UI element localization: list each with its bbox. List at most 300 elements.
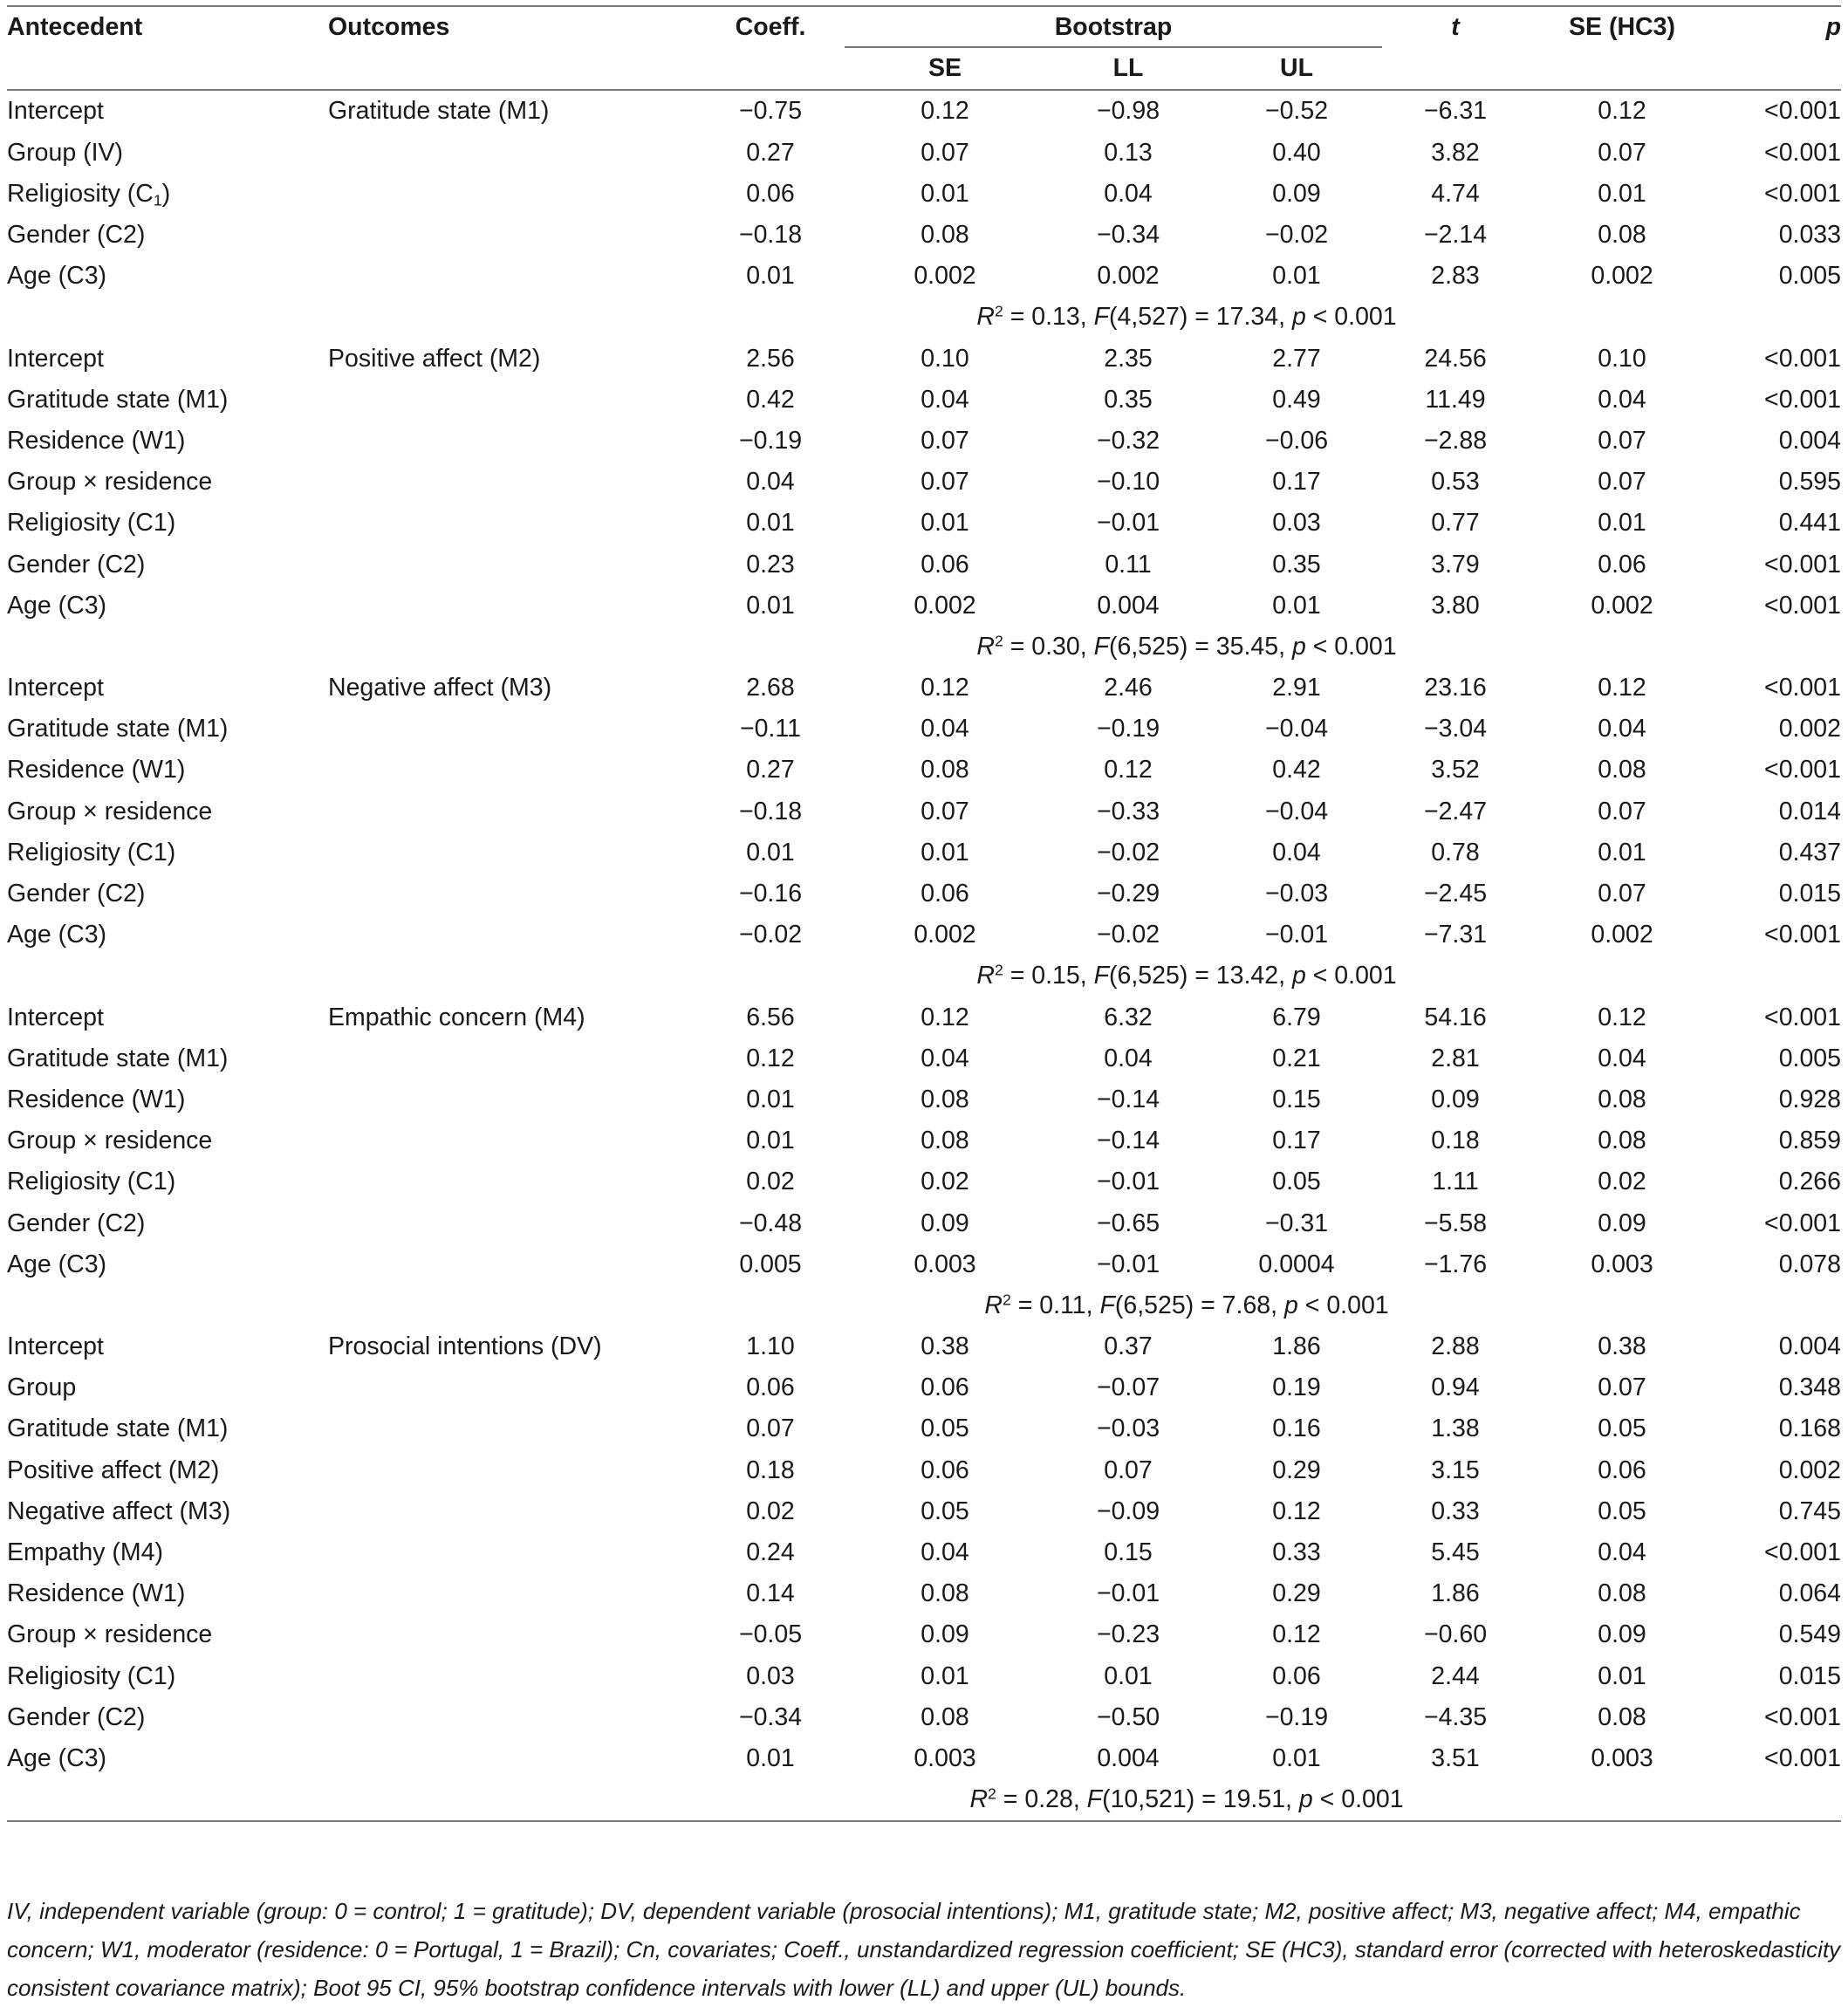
t-cell: 3.52: [1431, 756, 1480, 784]
t-cell: −2.45: [1423, 880, 1488, 908]
boot-ll-cell: 0.37: [1104, 1332, 1153, 1361]
p-cell: 0.002: [1778, 715, 1842, 743]
outcome-cell: [328, 1161, 644, 1202]
header-outcomes: Outcomes: [328, 6, 644, 48]
boot-ul-cell: 0.29: [1272, 1579, 1321, 1608]
boot-ll-cell: 0.002: [1097, 262, 1160, 291]
p-cell: <0.001: [1764, 756, 1842, 784]
t-cell: 11.49: [1425, 385, 1486, 414]
t-cell: −2.88: [1423, 426, 1488, 455]
boot-se-cell: 0.06: [921, 550, 969, 579]
regression-table: [7, 5, 1841, 1822]
se-hc3-cell: 0.12: [1598, 1003, 1646, 1031]
p-cell: <0.001: [1764, 385, 1842, 414]
se-hc3-cell: 0.12: [1598, 97, 1646, 126]
p-cell: 0.015: [1778, 1661, 1842, 1690]
outcome-cell: Positive affect (M2): [328, 344, 541, 373]
p-cell: <0.001: [1764, 1743, 1842, 1772]
boot-ul-cell: −0.52: [1264, 97, 1329, 126]
boot-se-cell: 0.06: [921, 880, 969, 908]
boot-se-cell: 0.06: [921, 1373, 969, 1402]
se-hc3-cell: 0.07: [1598, 138, 1646, 167]
coeff-cell: 0.01: [746, 509, 795, 538]
boot-se-cell: 0.04: [921, 715, 969, 743]
coeff-cell: 0.27: [746, 756, 795, 784]
p-cell: <0.001: [1764, 179, 1842, 208]
outcome-cell: [328, 380, 644, 421]
coeff-cell: −0.18: [738, 221, 803, 250]
boot-ll-cell: −0.14: [1096, 1127, 1160, 1155]
outcome-cell: [328, 462, 644, 503]
se-hc3-cell: 0.04: [1598, 715, 1646, 743]
se-hc3-cell: 0.02: [1598, 1168, 1646, 1196]
p-cell: 0.014: [1778, 797, 1842, 825]
se-hc3-cell: 0.01: [1598, 509, 1646, 538]
model-fit-stats: $R^2 = 0.13$, F(4,527) = 17.34, p < 0.001: [976, 302, 1397, 332]
t-cell: 3.51: [1431, 1743, 1480, 1772]
t-cell: 4.74: [1431, 179, 1480, 208]
table-row: [7, 914, 1841, 956]
boot-se-cell: 0.003: [914, 1743, 976, 1772]
boot-se-cell: 0.09: [921, 1620, 969, 1649]
se-hc3-cell: 0.05: [1598, 1414, 1646, 1443]
t-cell: 5.45: [1431, 1538, 1480, 1567]
boot-se-cell: 0.003: [914, 1250, 976, 1278]
boot-ul-cell: 0.03: [1272, 509, 1321, 538]
header-coeff: Coeff.: [644, 6, 845, 48]
boot-ll-cell: −0.09: [1096, 1497, 1160, 1525]
antecedent-cell: Gender (C2): [7, 550, 146, 579]
outcome-cell: [328, 1038, 644, 1079]
boot-ll-cell: −0.34: [1096, 221, 1160, 250]
table-row: [7, 1202, 1841, 1243]
antecedent-cell: Age (C3): [7, 591, 107, 620]
coeff-cell: −0.48: [738, 1209, 803, 1237]
antecedent-cell: Negative affect (M3): [7, 1497, 231, 1525]
boot-ul-cell: 0.01: [1272, 262, 1321, 291]
se-hc3-cell: 0.01: [1598, 838, 1646, 867]
boot-ll-cell: 0.07: [1104, 1456, 1153, 1484]
antecedent-cell: Positive affect (M2): [7, 1456, 220, 1484]
boot-ll-cell: 0.12: [1104, 756, 1153, 784]
boot-ll-cell: 0.13: [1104, 138, 1153, 167]
antecedent-cell: Residence (W1): [7, 756, 186, 784]
antecedent-cell: Group × residence: [7, 468, 213, 497]
antecedent-cell: Religiosity $(C_1)$: [7, 179, 171, 209]
coeff-cell: 0.27: [746, 138, 795, 167]
coeff-cell: 0.03: [746, 1661, 795, 1690]
t-cell: −3.04: [1423, 715, 1488, 743]
outcome-cell: [328, 1079, 644, 1120]
outcome-cell: [328, 215, 644, 256]
outcome-cell: [328, 1614, 644, 1655]
p-cell: 0.015: [1778, 880, 1842, 908]
coeff-cell: 0.06: [746, 1373, 795, 1402]
boot-se-cell: 0.04: [921, 1044, 969, 1072]
boot-ul-cell: −0.06: [1264, 426, 1329, 455]
antecedent-cell: Religiosity (C1): [7, 509, 176, 538]
t-cell: −0.60: [1423, 1620, 1488, 1649]
se-hc3-cell: 0.04: [1598, 1044, 1646, 1072]
boot-ll-cell: −0.14: [1096, 1085, 1160, 1113]
table-row: [7, 1573, 1841, 1614]
se-hc3-cell: 0.08: [1598, 1127, 1646, 1155]
outcome-cell: [328, 750, 644, 791]
t-cell: 54.16: [1424, 1003, 1487, 1031]
outcome-cell: [328, 174, 644, 215]
coeff-cell: 0.14: [746, 1579, 795, 1608]
coeff-cell: 0.12: [746, 1044, 795, 1072]
antecedent-cell: Gender (C2): [7, 221, 146, 250]
model-fit-stats: $R^2 = 0.15$, F(6,525) = 13.42, p < 0.001: [976, 961, 1397, 990]
antecedent-cell: Intercept: [7, 97, 104, 126]
boot-ll-cell: 0.04: [1104, 179, 1153, 208]
antecedent-cell: Age (C3): [7, 1250, 107, 1278]
boot-se-cell: 0.002: [914, 921, 976, 949]
boot-se-cell: 0.05: [921, 1414, 969, 1443]
p-cell: 0.004: [1778, 1332, 1842, 1361]
p-cell: <0.001: [1764, 1538, 1842, 1567]
table-row: [7, 1532, 1841, 1573]
t-cell: −7.31: [1423, 921, 1488, 949]
p-cell: <0.001: [1764, 138, 1842, 167]
boot-se-cell: 0.002: [914, 262, 976, 291]
boot-ul-cell: 0.17: [1272, 468, 1321, 497]
p-cell: 0.549: [1778, 1620, 1842, 1649]
boot-ul-cell: 0.29: [1272, 1456, 1321, 1484]
boot-ul-cell: −0.31: [1264, 1209, 1329, 1237]
table-row: [7, 1656, 1841, 1697]
se-hc3-cell: 0.10: [1598, 344, 1646, 373]
boot-ul-cell: 0.01: [1272, 591, 1321, 620]
t-cell: 0.09: [1431, 1085, 1480, 1113]
se-hc3-cell: 0.04: [1598, 1538, 1646, 1567]
boot-ul-cell: 2.77: [1272, 344, 1321, 373]
boot-ll-cell: 0.004: [1097, 1743, 1160, 1772]
outcome-cell: [328, 1697, 644, 1738]
outcome-cell: [328, 1573, 644, 1614]
model-fit-stats: $R^2 = 0.28$, F(10,521) = 19.51, p < 0.001: [845, 1779, 1529, 1821]
se-hc3-cell: 0.08: [1598, 1085, 1646, 1113]
boot-se-cell: 0.04: [921, 385, 969, 414]
p-cell: 0.266: [1778, 1168, 1842, 1196]
boot-ll-cell: −0.02: [1096, 921, 1160, 949]
boot-ll-cell: 0.15: [1104, 1538, 1153, 1567]
boot-se-cell: 0.05: [921, 1497, 969, 1525]
t-cell: 24.56: [1424, 344, 1487, 373]
antecedent-cell: Gender (C2): [7, 1209, 146, 1237]
antecedent-cell: Group × residence: [7, 797, 213, 825]
boot-ul-cell: 0.12: [1272, 1497, 1321, 1525]
table-row: [7, 873, 1841, 914]
table-row: [7, 1367, 1841, 1408]
boot-ll-cell: −0.98: [1096, 97, 1160, 126]
model-fit-row: [7, 297, 1841, 338]
t-cell: 0.77: [1431, 509, 1480, 538]
boot-ul-cell: 0.49: [1272, 385, 1321, 414]
boot-ll-cell: −0.01: [1096, 1168, 1160, 1196]
header-se: SE: [845, 48, 1045, 90]
boot-se-cell: 0.01: [921, 179, 969, 208]
boot-se-cell: 0.08: [921, 1085, 969, 1113]
boot-se-cell: 0.06: [921, 1456, 969, 1484]
antecedent-cell: Group: [7, 1373, 77, 1402]
boot-ll-cell: −0.03: [1096, 1414, 1160, 1443]
boot-ul-cell: 6.79: [1272, 1003, 1321, 1031]
antecedent-cell: Gratitude state (M1): [7, 385, 229, 414]
coeff-cell: 0.02: [746, 1168, 795, 1196]
boot-ll-cell: −0.10: [1096, 468, 1160, 497]
table-row: [7, 832, 1841, 873]
boot-se-cell: 0.01: [921, 1661, 969, 1690]
bootstrap-rule: [845, 46, 1382, 48]
p-cell: <0.001: [1764, 921, 1842, 949]
boot-ul-cell: −0.04: [1264, 715, 1329, 743]
boot-se-cell: 0.07: [921, 138, 969, 167]
p-cell: 0.005: [1778, 1044, 1842, 1072]
boot-se-cell: 0.12: [921, 97, 969, 126]
table-row: [7, 1450, 1841, 1491]
t-cell: −2.47: [1423, 797, 1488, 825]
boot-se-cell: 0.09: [921, 1209, 969, 1237]
outcome-cell: Gratitude state (M1): [328, 97, 550, 126]
se-hc3-cell: 0.06: [1598, 550, 1646, 579]
boot-se-cell: 0.01: [921, 838, 969, 867]
coeff-cell: −0.34: [738, 1702, 803, 1731]
boot-ll-cell: −0.50: [1096, 1702, 1160, 1731]
boot-ll-cell: 0.004: [1097, 591, 1160, 620]
table-row: [7, 586, 1841, 627]
antecedent-cell: Gratitude state (M1): [7, 1414, 229, 1443]
t-cell: 0.78: [1431, 838, 1480, 867]
outcome-cell: [328, 1738, 644, 1779]
boot-ul-cell: 0.01: [1272, 1743, 1321, 1772]
boot-ul-cell: 0.17: [1272, 1127, 1321, 1155]
se-hc3-cell: 0.01: [1598, 1661, 1646, 1690]
table-row: [7, 462, 1841, 503]
table-row: [7, 90, 1841, 132]
p-cell: 0.004: [1778, 426, 1842, 455]
header-t: t: [1382, 6, 1529, 48]
header-ul: UL: [1211, 48, 1382, 90]
boot-ul-cell: 0.42: [1272, 756, 1321, 784]
coeff-cell: 2.68: [746, 674, 795, 702]
header-ll: LL: [1045, 48, 1211, 90]
coeff-cell: 0.18: [746, 1456, 795, 1484]
outcome-cell: [328, 873, 644, 914]
se-hc3-cell: 0.04: [1598, 385, 1646, 414]
p-cell: 0.595: [1778, 468, 1842, 497]
antecedent-cell: Intercept: [7, 1332, 104, 1361]
antecedent-cell: Religiosity (C1): [7, 1168, 176, 1196]
boot-ul-cell: 0.0004: [1258, 1250, 1335, 1278]
boot-ul-cell: −0.04: [1264, 797, 1329, 825]
boot-ll-cell: 0.35: [1104, 385, 1153, 414]
table-row: [7, 1491, 1841, 1532]
boot-ul-cell: 0.35: [1272, 550, 1321, 579]
outcome-cell: [328, 914, 644, 956]
table-row: [7, 1120, 1841, 1161]
t-cell: −1.76: [1423, 1250, 1488, 1278]
p-cell: 0.033: [1778, 221, 1842, 250]
p-cell: 0.859: [1778, 1127, 1842, 1155]
model-fit-row: [7, 627, 1841, 668]
antecedent-cell: Age (C3): [7, 262, 107, 291]
t-cell: 0.33: [1431, 1497, 1480, 1525]
table-row: [7, 1738, 1841, 1779]
boot-se-cell: 0.07: [921, 797, 969, 825]
t-cell: 2.44: [1431, 1661, 1480, 1690]
outcome-cell: [328, 1408, 644, 1449]
se-hc3-cell: 0.07: [1598, 426, 1646, 455]
table-row: [7, 503, 1841, 544]
coeff-cell: 0.005: [739, 1250, 802, 1278]
t-cell: 2.83: [1431, 262, 1480, 291]
boot-ll-cell: −0.01: [1096, 1250, 1160, 1278]
table-row: [7, 544, 1841, 585]
boot-ul-cell: 0.05: [1272, 1168, 1321, 1196]
coeff-cell: 0.06: [746, 179, 795, 208]
table-row: [7, 709, 1841, 750]
t-cell: 0.94: [1431, 1373, 1480, 1402]
coeff-cell: 0.23: [746, 550, 795, 579]
p-cell: 0.064: [1778, 1579, 1842, 1608]
coeff-cell: 2.56: [746, 344, 795, 373]
boot-se-cell: 0.10: [921, 344, 969, 373]
se-hc3-cell: 0.003: [1591, 1743, 1653, 1772]
antecedent-cell: Religiosity (C1): [7, 1661, 176, 1690]
boot-ll-cell: 2.35: [1104, 344, 1153, 373]
antecedent-cell: Empathy (M4): [7, 1538, 163, 1567]
outcome-cell: [328, 421, 644, 462]
se-hc3-cell: 0.06: [1598, 1456, 1646, 1484]
outcome-cell: [328, 256, 644, 297]
t-cell: −5.58: [1423, 1209, 1488, 1237]
header-p: p: [1715, 6, 1841, 48]
outcome-cell: [328, 586, 644, 627]
se-hc3-cell: 0.07: [1598, 468, 1646, 497]
t-cell: 2.81: [1431, 1044, 1480, 1072]
table-row: [7, 1408, 1841, 1449]
table-row: [7, 1079, 1841, 1120]
boot-ul-cell: 0.21: [1272, 1044, 1321, 1072]
boot-ll-cell: −0.23: [1096, 1620, 1160, 1649]
boot-ul-cell: −0.03: [1264, 880, 1329, 908]
table-row: [7, 1326, 1841, 1367]
antecedent-cell: Group × residence: [7, 1127, 213, 1155]
boot-ul-cell: −0.19: [1264, 1702, 1329, 1731]
p-cell: <0.001: [1764, 1209, 1842, 1237]
se-hc3-cell: 0.01: [1598, 179, 1646, 208]
se-hc3-cell: 0.07: [1598, 797, 1646, 825]
t-cell: 1.11: [1432, 1168, 1479, 1196]
boot-ul-cell: 0.15: [1272, 1085, 1321, 1113]
se-hc3-cell: 0.05: [1598, 1497, 1646, 1525]
outcome-cell: [328, 133, 644, 174]
coeff-cell: −0.19: [738, 426, 803, 455]
table-row: [7, 997, 1841, 1038]
table-row: [7, 339, 1841, 380]
antecedent-cell: Residence (W1): [7, 1085, 186, 1113]
outcome-cell: [328, 1120, 644, 1161]
outcome-cell: Prosocial intentions (DV): [328, 1332, 602, 1361]
table-row: [7, 215, 1841, 256]
boot-se-cell: 0.08: [921, 1702, 969, 1731]
p-cell: <0.001: [1764, 97, 1842, 126]
p-cell: 0.928: [1778, 1085, 1842, 1113]
antecedent-cell: Gender (C2): [7, 880, 146, 908]
outcome-cell: Negative affect (M3): [328, 674, 552, 702]
se-hc3-cell: 0.002: [1591, 921, 1653, 949]
table-row: [7, 133, 1841, 174]
table-row: [7, 1614, 1841, 1655]
se-hc3-cell: 0.002: [1591, 262, 1653, 291]
outcome-cell: [328, 1367, 644, 1408]
boot-ll-cell: −0.29: [1096, 880, 1160, 908]
se-hc3-cell: 0.12: [1598, 674, 1646, 702]
boot-se-cell: 0.12: [921, 1003, 969, 1031]
boot-se-cell: 0.08: [921, 756, 969, 784]
p-cell: 0.002: [1778, 1456, 1842, 1484]
t-cell: 3.82: [1431, 138, 1480, 167]
outcome-cell: [328, 1491, 644, 1532]
outcome-cell: [328, 709, 644, 750]
boot-se-cell: 0.07: [921, 468, 969, 497]
model-fit-row: [7, 956, 1841, 997]
coeff-cell: −0.16: [738, 880, 803, 908]
header-se-hc3: SE (HC3): [1529, 6, 1715, 48]
t-cell: −6.31: [1423, 97, 1488, 126]
t-cell: −4.35: [1423, 1702, 1488, 1731]
antecedent-cell: Gratitude state (M1): [7, 1044, 229, 1072]
coeff-cell: 6.56: [746, 1003, 795, 1031]
se-hc3-cell: 0.003: [1591, 1250, 1653, 1278]
boot-ul-cell: −0.02: [1264, 221, 1329, 250]
antecedent-cell: Age (C3): [7, 921, 107, 949]
boot-se-cell: 0.08: [921, 221, 969, 250]
t-cell: 3.80: [1431, 591, 1480, 620]
coeff-cell: 0.01: [746, 262, 795, 291]
boot-ll-cell: −0.65: [1096, 1209, 1160, 1237]
coeff-cell: −0.02: [738, 921, 803, 949]
p-cell: 0.441: [1778, 509, 1842, 538]
t-cell: 1.86: [1431, 1579, 1480, 1608]
table-footnote: IV, independent variable (group: 0 = control; 1 = gratitude); DV, dependent variable (prosocial intentions); M1, gratitude state; M2, positive affect; M3, negative affect; M4, empathic concern; W1, moderator (residence: 0 = Portugal, 1 = Brazil); Cn, covariates; Coeff., unstandardized regression coefficient; SE (HC3), standard error (corrected with heteroskedasticity consistent covariance matrix); Boot 95 CI, 95% bootstrap confidence intervals with lower (LL) and upper (UL) bounds.: [7, 1898, 1841, 2001]
p-cell: <0.001: [1764, 344, 1842, 373]
outcome-cell: [328, 1450, 644, 1491]
antecedent-cell: Gratitude state (M1): [7, 715, 229, 743]
boot-se-cell: 0.002: [914, 591, 976, 620]
subheader-row: [7, 48, 1841, 90]
table-body: [7, 90, 1841, 1821]
t-cell: 1.38: [1431, 1414, 1480, 1443]
boot-ll-cell: −0.02: [1096, 838, 1160, 867]
table-row: [7, 1161, 1841, 1202]
table-row: [7, 1038, 1841, 1079]
boot-se-cell: 0.12: [921, 674, 969, 702]
outcome-cell: [328, 544, 644, 585]
table-row: [7, 1697, 1841, 1738]
se-hc3-cell: 0.08: [1598, 1702, 1646, 1731]
coeff-cell: 0.01: [746, 1743, 795, 1772]
t-cell: −2.14: [1423, 221, 1488, 250]
boot-ul-cell: 0.06: [1272, 1661, 1321, 1690]
boot-ll-cell: −0.01: [1096, 509, 1160, 538]
t-cell: 2.88: [1431, 1332, 1480, 1361]
boot-se-cell: 0.01: [921, 509, 969, 538]
outcome-cell: [328, 503, 644, 544]
boot-ul-cell: 0.40: [1272, 138, 1321, 167]
